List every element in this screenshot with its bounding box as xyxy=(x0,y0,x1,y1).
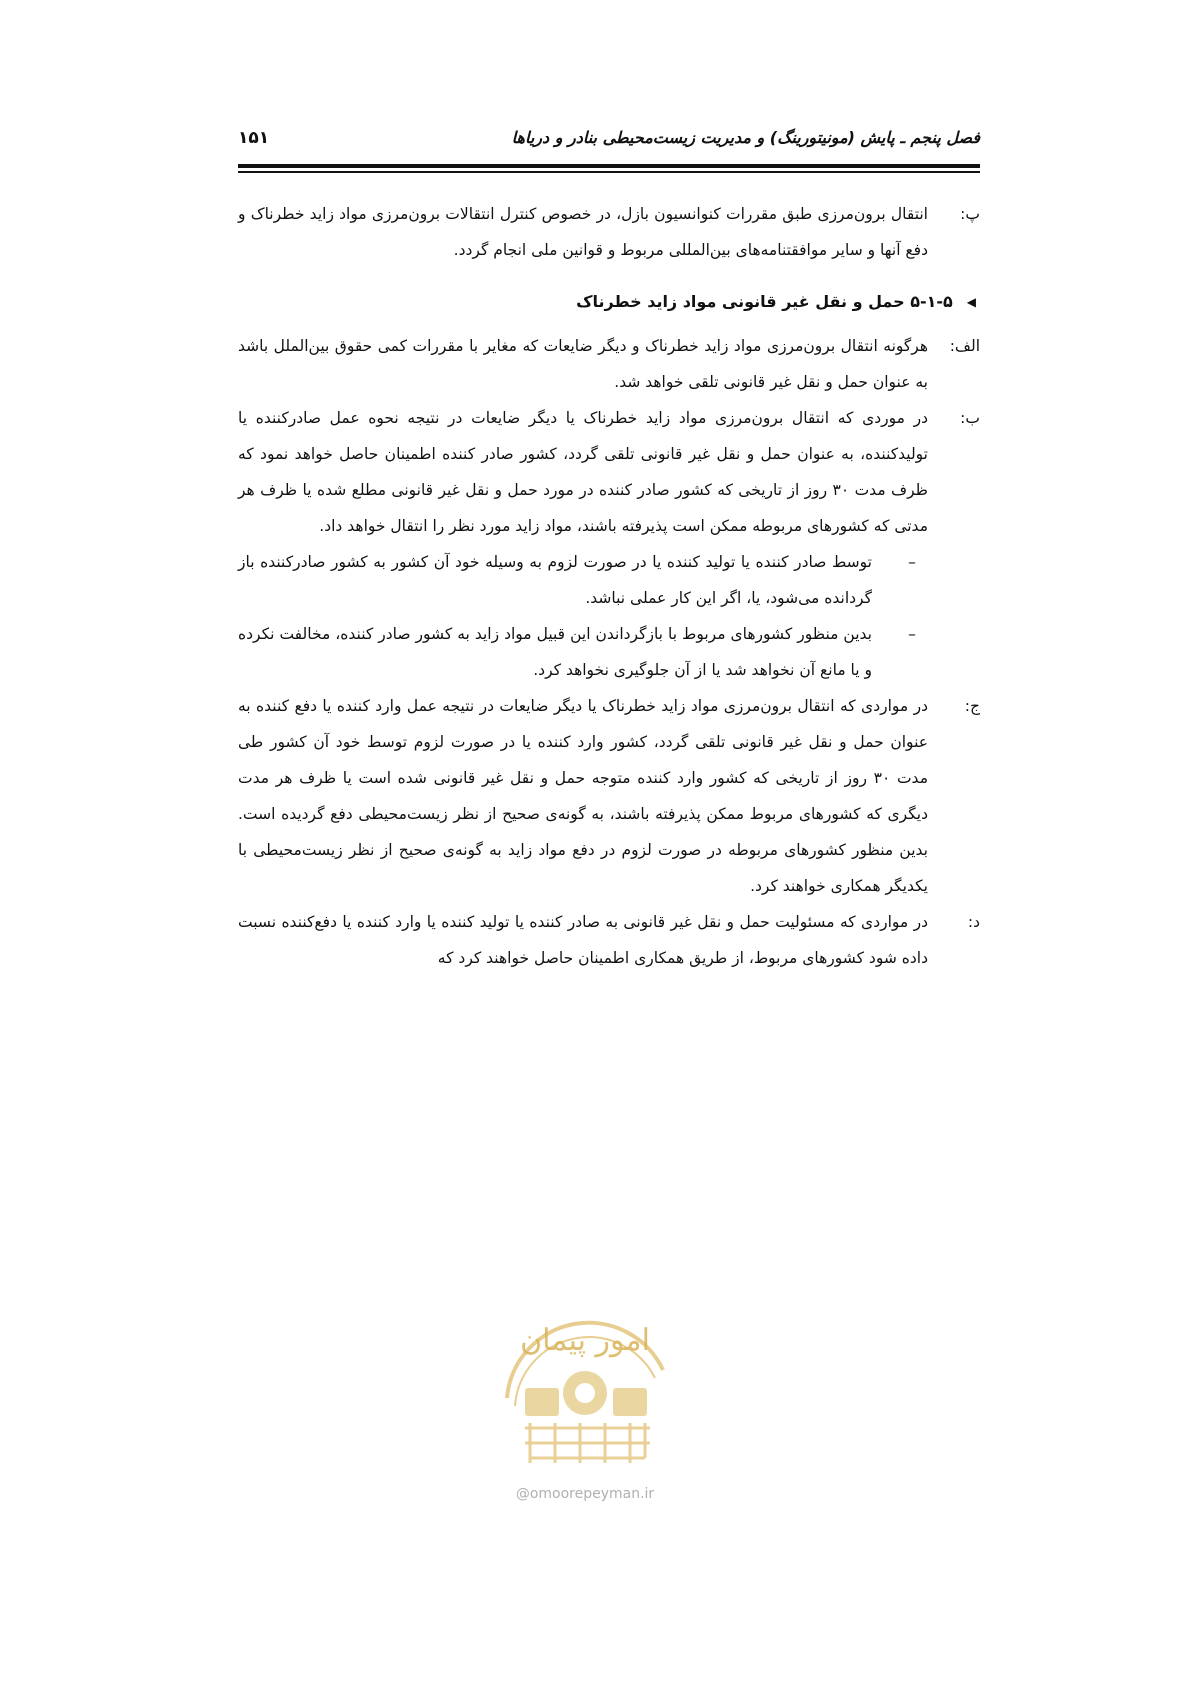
body-content xyxy=(238,196,980,976)
dash-item-1 xyxy=(238,544,928,616)
item-be xyxy=(238,400,980,544)
header-rule-thick xyxy=(238,164,980,168)
item-label: الف: xyxy=(949,337,980,355)
item-text: در مواردی که انتقال برون‌مرزی مواد زاید خطرناک یا دیگر ضایعات در نتیجه عمل وارد کننده یا دفع کننده به عنوان حمل و نقل غیر قانونی تلقی گردد، کشور وارد کننده یا در صورت لزوم توسط خود آن کشور طی مدت ۳۰ روز از تاریخی که کشور وارد کننده متوجه حمل و نقل غیر قانونی شده است یا ظرف هر مدت دیگری که کشورهای مربوط ممکن پذیرفته باشند، به گونه‌ی صحیح از نظر زیست‌محیطی دفع گردیده است. بدین منظور کشورهای مربوطه در صورت لزوم در دفع مواد زاید به گونه‌ی صحیح از نظر زیست‌محیطی با یکدیگر همکاری خواهند کرد. xyxy=(238,697,928,895)
running-title: فصل پنجم ـ پایش (مونیتورینگ) و مدیریت زیست‌محیطی بنادر و دریاها xyxy=(511,128,980,147)
dash-text: بدین منظور کشورهای مربوط با بازگرداندن این قبیل مواد زاید به کشور صادر کننده، مخالفت نکرده و یا مانع آن نخواهد شد یا از آن جلوگیری نخواهد کرد. xyxy=(238,625,872,679)
item-dal xyxy=(238,904,980,976)
header-rule-thin xyxy=(238,171,980,173)
dash-text: توسط صادر کننده یا تولید کننده یا در صورت لزوم به وسیله خود آن کشور به کشور صادرکننده باز گردانده می‌شود، یا، اگر این کار عملی نباشد. xyxy=(238,553,872,607)
item-text: در مواردی که مسئولیت حمل و نقل غیر قانونی به صادر کننده یا تولید کننده یا وارد کننده یا دفع‌کننده نسبت داده شود کشورهای مربوط، از طریق همکاری اطمینان حاصل خواهند کرد که xyxy=(238,913,928,967)
item-text: انتقال برون‌مرزی طبق مقررات کنوانسیون بازل، در خصوص کنترل انتقالات برون‌مرزی مواد زاید خطرناک و دفع آنها و سایر موافقتنامه‌های بین‌المللی مربوط و قوانین ملی انجام گردد. xyxy=(238,205,928,259)
item-jim xyxy=(238,688,980,904)
dash-item-2 xyxy=(238,616,928,688)
dash-marker: – xyxy=(908,625,916,643)
item-label: ج: xyxy=(964,697,980,715)
item-text: در موردی که انتقال برون‌مرزی مواد زاید خطرناک یا دیگر ضایعات در نتیجه نحوه عمل صادرکننده یا تولیدکننده، به عنوان حمل و نقل غیر قانونی تلقی گردد، کشور صادر کننده اطمینان حاصل خواهد نمود که ظرف مدت ۳۰ روز از تاریخی که کشور صادر کننده در مورد حمل و نقل غیر قانونی مطلع شده یا ظرف هر مدتی که کشورهای مربوطه ممکن است پذیرفته باشند، مواد زاید مورد نظر را انتقال خواهد داد. xyxy=(238,409,928,535)
item-pe xyxy=(238,196,980,268)
watermark-logo-text: امور پیمان xyxy=(520,1323,650,1358)
section-heading xyxy=(238,284,976,320)
item-label: پ: xyxy=(960,205,980,223)
watermark-logo-icon xyxy=(485,1278,685,1478)
item-text: هرگونه انتقال برون‌مرزی مواد زاید خطرناک و دیگر ضایعات که مغایر با مقررات کمی حقوق بین‌الملل باشد به عنوان حمل و نقل غیر قانونی تلقی خواهد شد. xyxy=(238,337,928,391)
page-number: ۱۵۱ xyxy=(238,128,270,148)
page-header xyxy=(238,128,980,158)
triangle-bullet-icon: ◀ xyxy=(966,295,976,309)
section-heading-text: ۵-۱-۵ حمل و نقل غیر قانونی مواد زاید خطرناک xyxy=(576,292,953,311)
watermark-url: @omoorepeyman.ir xyxy=(515,1486,655,1502)
item-alef xyxy=(238,328,980,400)
dash-marker: – xyxy=(908,553,916,571)
item-label: د: xyxy=(967,913,980,931)
item-label: ب: xyxy=(960,409,980,427)
